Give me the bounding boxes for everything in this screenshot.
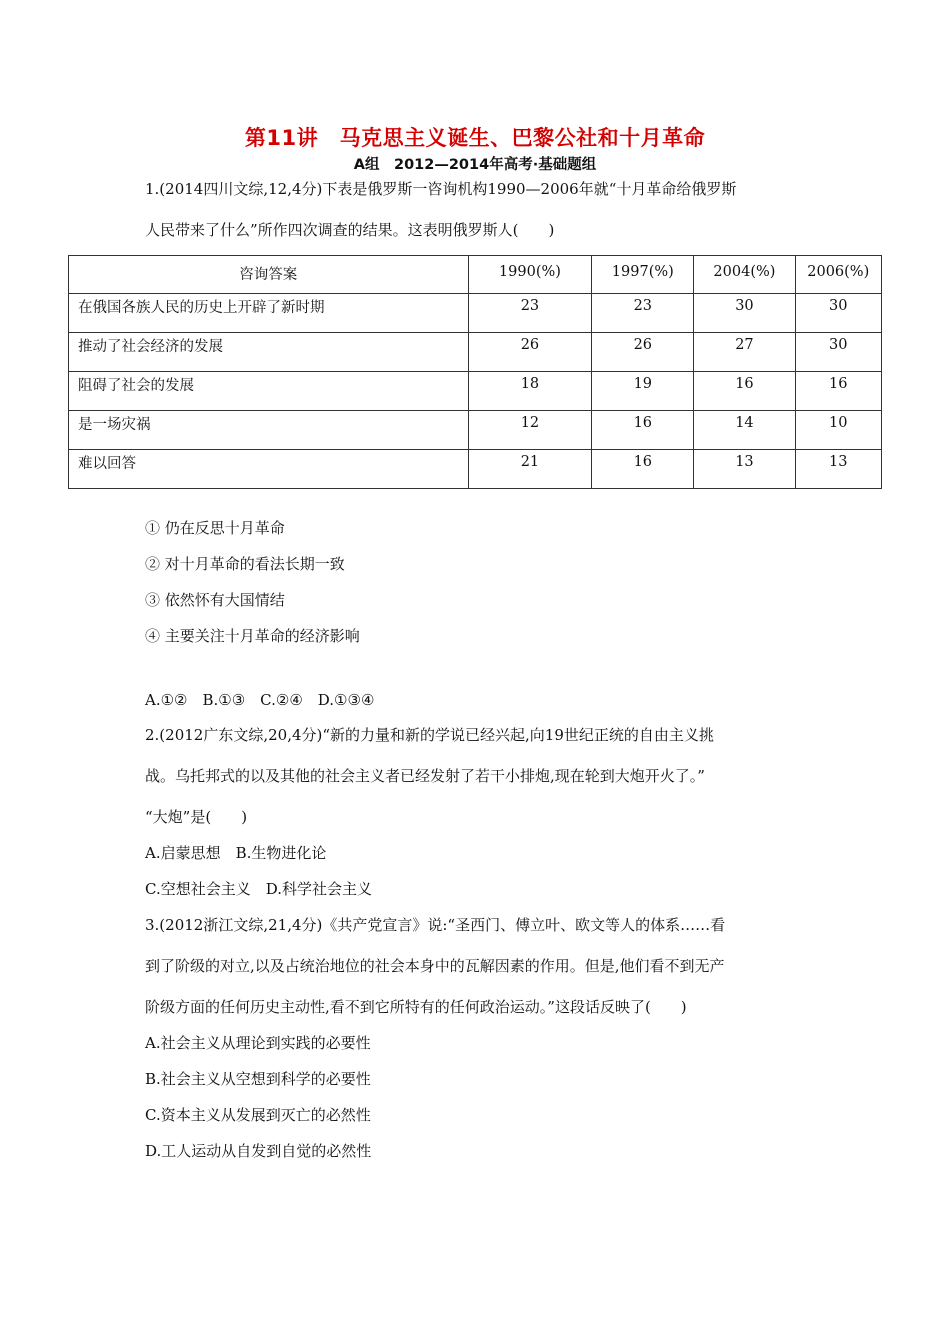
table-cell: 23	[468, 294, 592, 333]
q2-options-line-2: C.空想社会主义 D.科学社会主义	[145, 880, 372, 898]
q2-stem-line-3: “大炮”是( )	[145, 808, 248, 826]
table-cell: 16	[795, 372, 882, 411]
table-header-row	[69, 256, 882, 294]
table-cell: 23	[592, 294, 694, 333]
table-cell: 12	[468, 411, 592, 450]
table-cell: 14	[694, 411, 795, 450]
table-cell: 16	[694, 372, 795, 411]
q2-stem-line-2: 战。乌托邦式的以及其他的社会主义者已经发射了若干小排炮,现在轮到大炮开火了。”	[145, 767, 705, 785]
table-cell: 是一场灾祸	[69, 411, 469, 450]
table-cell: 推动了社会经济的发展	[69, 333, 469, 372]
table-row	[69, 333, 882, 372]
table-cell: 13	[795, 450, 882, 489]
table-row	[69, 411, 882, 450]
survey-table	[68, 255, 882, 489]
table-cell: 10	[795, 411, 882, 450]
q1-statement-2: ② 对十月革命的看法长期一致	[145, 555, 345, 573]
q3-stem-line-2: 到了阶级的对立,以及占统治地位的社会本身中的瓦解因素的作用。但是,他们看不到无产	[145, 957, 725, 975]
q2-options-line-1: A.启蒙思想 B.生物进化论	[145, 844, 327, 862]
table-cell: 16	[592, 450, 694, 489]
table-cell: 13	[694, 450, 795, 489]
table-cell: 30	[795, 333, 882, 372]
q1-stem-line-2: 人民带来了什么”所作四次调查的结果。这表明俄罗斯人( )	[145, 221, 555, 239]
table-cell: 26	[468, 333, 592, 372]
q3-option-b: B.社会主义从空想到科学的必要性	[145, 1070, 371, 1088]
q3-stem-line-3: 阶级方面的任何历史主动性,看不到它所特有的任何政治运动。”这段话反映了( )	[145, 998, 687, 1016]
table-cell: 19	[592, 372, 694, 411]
q1-statement-3: ③ 依然怀有大国情结	[145, 591, 285, 609]
table-cell: 21	[468, 450, 592, 489]
q2-stem-line-1: 2.(2012广东文综,20,4分)“新的力量和新的学说已经兴起,向19世纪正统的自由主义挑	[145, 726, 714, 744]
table-header-cell: 1997(%)	[592, 256, 694, 294]
table-cell: 难以回答	[69, 450, 469, 489]
q1-statement-4: ④ 主要关注十月革命的经济影响	[145, 627, 360, 645]
table-header-cell: 1990(%)	[468, 256, 592, 294]
table-cell: 18	[468, 372, 592, 411]
q1-options: A.①② B.①③ C.②④ D.①③④	[145, 691, 375, 709]
table-cell: 阻碍了社会的发展	[69, 372, 469, 411]
table-cell: 27	[694, 333, 795, 372]
table-row	[69, 372, 882, 411]
table-cell: 30	[694, 294, 795, 333]
q3-option-c: C.资本主义从发展到灭亡的必然性	[145, 1106, 371, 1124]
q3-option-d: D.工人运动从自发到自觉的必然性	[145, 1142, 372, 1160]
q1-stem-line-1: 1.(2014四川文综,12,4分)下表是俄罗斯一咨询机构1990—2006年就“十月革命给俄罗斯	[145, 180, 737, 198]
q1-statement-1: ① 仍在反思十月革命	[145, 519, 285, 537]
table-row	[69, 294, 882, 333]
table-cell: 30	[795, 294, 882, 333]
table-cell: 16	[592, 411, 694, 450]
q3-option-a: A.社会主义从理论到实践的必要性	[145, 1034, 371, 1052]
page-title: 第11讲 马克思主义诞生、巴黎公社和十月革命	[244, 126, 706, 150]
table-row	[69, 450, 882, 489]
q3-stem-line-1: 3.(2012浙江文综,21,4分)《共产党宣言》说:“圣西门、傅立叶、欧文等人的体系……看	[145, 916, 726, 934]
section-subtitle: A组 2012—2014年高考·基础题组	[353, 157, 597, 173]
table-header-cell: 2006(%)	[795, 256, 882, 294]
table-cell: 在俄国各族人民的历史上开辟了新时期	[69, 294, 469, 333]
table-header-cell: 咨询答案	[69, 256, 469, 294]
table-cell: 26	[592, 333, 694, 372]
table-header-cell: 2004(%)	[694, 256, 795, 294]
